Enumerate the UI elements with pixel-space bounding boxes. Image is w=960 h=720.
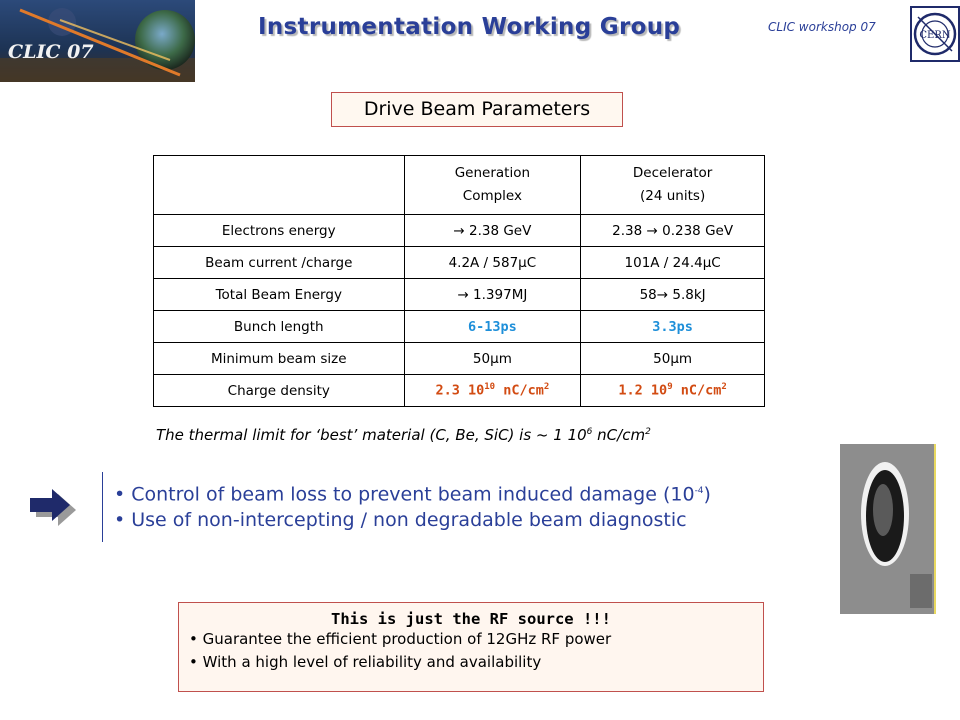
charge-gen-base: 2.3 10 — [435, 382, 485, 399]
row-label: Total Beam Energy — [154, 279, 405, 311]
table-header-row — [154, 156, 765, 215]
rf-bullet-efficiency: • Guarantee the efficient production of 12GHz RF power — [189, 630, 612, 648]
table-row — [154, 247, 765, 279]
charge-dec-unit: nC/cm — [672, 382, 722, 399]
row-label: Bunch length — [154, 311, 405, 343]
damaged-material-photo — [840, 444, 936, 614]
bullet-1-text: • Control of beam loss to prevent beam induced damage (10 — [114, 483, 695, 506]
header-decelerator-line1: Decelerator — [632, 165, 713, 181]
generation-value — [404, 375, 581, 407]
rf-source-box — [178, 602, 764, 692]
table-header-empty — [154, 156, 405, 215]
bullet-list — [114, 478, 711, 533]
generation-value: 4.2A / 587μC — [404, 247, 581, 279]
table-row — [154, 311, 765, 343]
cern-logo-text: CERN — [919, 30, 951, 41]
cern-logo — [910, 6, 960, 62]
section-title: Drive Beam Parameters — [331, 92, 623, 127]
table-row — [154, 279, 765, 311]
table-row — [154, 343, 765, 375]
header-generation-line1: Generation — [454, 165, 531, 181]
header-decelerator-line2: (24 units) — [640, 188, 706, 204]
charge-dec-unit-exp: 2 — [721, 382, 727, 393]
generation-value: → 1.397MJ — [404, 279, 581, 311]
row-label: Minimum beam size — [154, 343, 405, 375]
row-label: Beam current /charge — [154, 247, 405, 279]
charge-dec-exp: 9 — [667, 382, 673, 393]
rf-bullet-reliability: • With a high level of reliability and availability — [189, 653, 542, 671]
bullet-item-non-intercepting: • Use of non-intercepting / non degradable beam diagnostic — [114, 509, 687, 532]
decelerator-value: 3.3ps — [581, 311, 765, 343]
charge-gen-unit: nC/cm — [495, 382, 544, 399]
decelerator-value: 2.38 → 0.238 GeV — [581, 215, 765, 247]
workshop-label: CLIC workshop 07 — [768, 20, 876, 34]
row-label: Charge density — [154, 375, 405, 407]
charge-gen-exp: 10 — [484, 382, 496, 393]
decelerator-value — [581, 375, 765, 407]
generation-value: 50μm — [404, 343, 581, 375]
thermal-unit-exp: 2 — [645, 427, 651, 437]
clic-logo — [0, 0, 195, 82]
arrow-right-icon — [28, 489, 82, 531]
table-header-decelerator — [581, 156, 765, 215]
decelerator-value: 50μm — [581, 343, 765, 375]
generation-value: 6-13ps — [404, 311, 581, 343]
thermal-text: The thermal limit for ‘best’ material (C, Be, SiC) is ~ 1 10 — [156, 426, 587, 444]
charge-dec-base: 1.2 10 — [618, 382, 668, 399]
thermal-unit: nC/cm — [592, 426, 646, 444]
charge-gen-unit-exp: 2 — [543, 382, 550, 393]
bullet-item-beam-loss — [114, 478, 711, 507]
table-header-generation — [404, 156, 581, 215]
rf-box-title: This is just the RF source !!! — [331, 610, 611, 628]
divider-line — [102, 472, 103, 542]
page-title: Instrumentation Working Group — [258, 14, 681, 40]
bullet-1-exp: -4 — [694, 486, 704, 496]
bullet-1-end: ) — [703, 483, 711, 506]
decelerator-value: 101A / 24.4μC — [581, 247, 765, 279]
thermal-exp: 6 — [586, 427, 593, 437]
header-generation-line2: Complex — [462, 188, 522, 204]
parameters-table — [153, 155, 765, 407]
row-label: Electrons energy — [154, 215, 405, 247]
thermal-limit-note — [156, 426, 651, 444]
decelerator-value: 58→ 5.8kJ — [581, 279, 765, 311]
table-row — [154, 375, 765, 407]
clic-logo-text: CLIC 07 — [8, 41, 94, 63]
table-row — [154, 215, 765, 247]
generation-value: → 2.38 GeV — [404, 215, 581, 247]
